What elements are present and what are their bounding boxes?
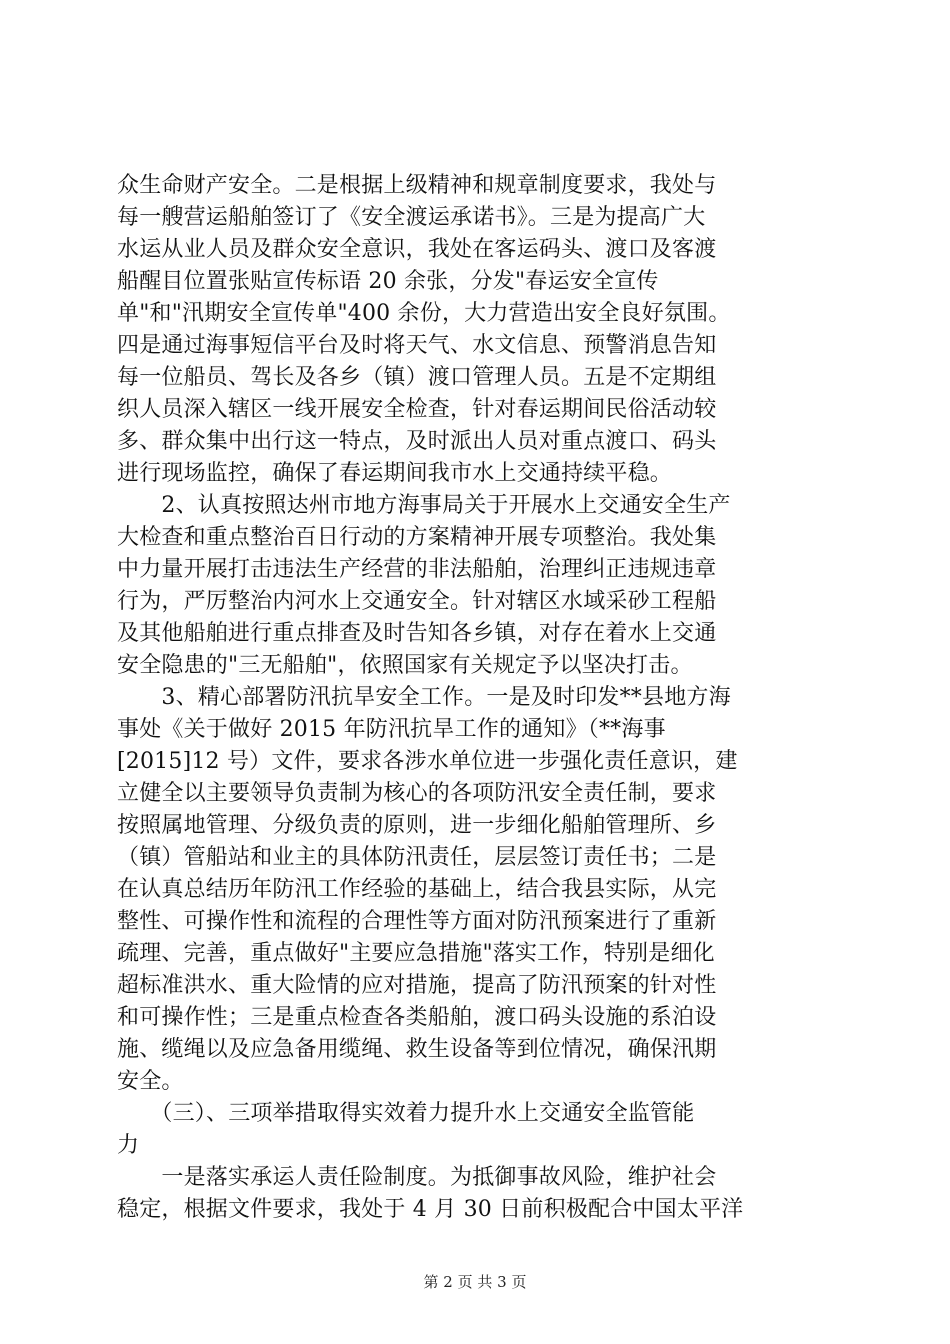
text-line: 织人员深入辖区一线开展安全检查，针对春运期间民俗活动较 <box>117 397 717 422</box>
text-line: 2、认真按照达州市地方海事局关于开展水上交通安全生产 <box>117 493 731 518</box>
text-line: 中力量开展打击违法生产经营的非法船舶，治理纠正违规违章 <box>117 557 717 582</box>
text-line: 力 <box>117 1133 140 1158</box>
text-line: 单"和"汛期安全宣传单"400 余份，大力营造出安全良好氛围。 <box>117 301 731 326</box>
text-line: 在认真总结历年防汛工作经验的基础上，结合我县实际，从完 <box>117 877 717 902</box>
text-line: 安全。 <box>117 1069 184 1094</box>
text-line: 疏理、完善，重点做好"主要应急措施"落实工作，特别是细化 <box>117 941 715 966</box>
text-line: 每一艘营运船舶签订了《安全渡运承诺书》。三是为提高广大 <box>117 205 706 230</box>
page-footer: 第 2 页 共 3 页 <box>423 1273 527 1291</box>
text-line: 及其他船舶进行重点排查及时告知各乡镇，对存在着水上交通 <box>117 621 717 646</box>
text-line: 3、精心部署防汛抗旱安全工作。一是及时印发**县地方海 <box>117 685 731 710</box>
text-line: 事处《关于做好 2015 年防汛抗旱工作的通知》（**海事 <box>117 717 666 742</box>
text-line: 施、缆绳以及应急备用缆绳、救生设备等到位情况，确保汛期 <box>117 1037 717 1062</box>
document-body <box>117 170 833 1226</box>
text-line: （三）、三项举措取得实效着力提升水上交通安全监管能 <box>117 1101 695 1126</box>
text-line: 四是通过海事短信平台及时将天气、水文信息、预警消息告知 <box>117 333 717 358</box>
text-line: 一是落实承运人责任险制度。为抵御事故风险，维护社会 <box>117 1165 717 1190</box>
text-line: 超标准洪水、重大险情的应对措施，提高了防汛预案的针对性 <box>117 973 717 998</box>
text-line: 稳定，根据文件要求，我处于 4 月 30 日前积极配合中国太平洋 <box>117 1197 744 1222</box>
text-line: [2015]12 号）文件，要求各涉水单位进一步强化责任意识，建 <box>117 749 738 774</box>
text-line: 众生命财产安全。二是根据上级精神和规章制度要求，我处与 <box>117 173 717 198</box>
text-line: 行为，严厉整治内河水上交通安全。针对辖区水域采砂工程船 <box>117 589 717 614</box>
text-line: 按照属地管理、分级负责的原则，进一步细化船舶管理所、乡 <box>117 813 717 838</box>
text-line: 大检查和重点整治百日行动的方案精神开展专项整治。我处集 <box>117 525 717 550</box>
text-line: 水运从业人员及群众安全意识，我处在客运码头、渡口及客渡 <box>117 237 717 262</box>
text-line: 每一位船员、驾长及各乡（镇）渡口管理人员。五是不定期组 <box>117 365 717 390</box>
text-line: 和可操作性；三是重点检查各类船舶，渡口码头设施的系泊设 <box>117 1005 717 1030</box>
text-line: 整性、可操作性和流程的合理性等方面对防汛预案进行了重新 <box>117 909 717 934</box>
text-line: 立健全以主要领导负责制为核心的各项防汛安全责任制，要求 <box>117 781 717 806</box>
text-line: 多、群众集中出行这一特点，及时派出人员对重点渡口、码头 <box>117 429 717 454</box>
text-line: 安全隐患的"三无船舶"，依照国家有关规定予以坚决打击。 <box>117 653 693 678</box>
text-line: 进行现场监控，确保了春运期间我市水上交通持续平稳。 <box>117 461 673 486</box>
text-line: 船醒目位置张贴宣传标语 20 余张，分发"春运安全宣传 <box>117 269 659 294</box>
text-line: （镇）管船站和业主的具体防汛责任，层层签订责任书；二是 <box>117 845 717 870</box>
